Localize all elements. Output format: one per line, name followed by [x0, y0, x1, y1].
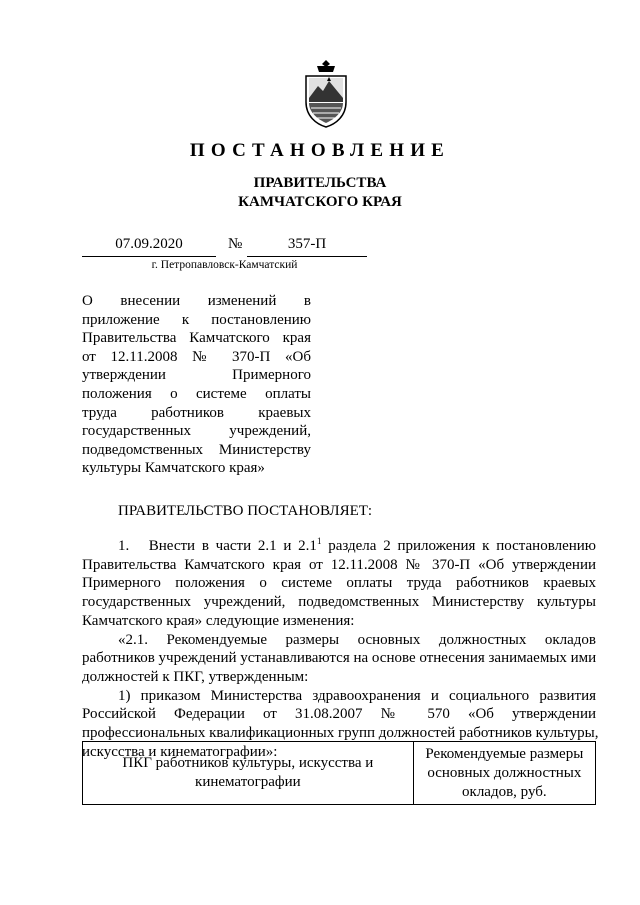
- body-line: профессиональных квалификационных групп должностей работников культуры,: [82, 725, 599, 742]
- body-line: Российской Федерации от 31.08.2007 № 570 «Об утверждении: [82, 706, 596, 723]
- table-header-row: [83, 742, 596, 805]
- subject-line: Правительства Камчатского края: [82, 330, 311, 347]
- item-number: 1.: [118, 538, 130, 554]
- table-header-pkg: ПКГ работников культуры, искусства и кинематографии: [83, 742, 414, 805]
- number-underline: [247, 256, 367, 257]
- body-line: государственных учреждений, подведомственных Министерству культуры: [82, 594, 596, 611]
- subject-line: положения о системе оплаты: [82, 385, 311, 402]
- authority-line-2: КАМЧАТСКОГО КРАЯ: [238, 194, 402, 210]
- body-line: искусства и кинематографии»:: [82, 743, 278, 760]
- document-date: 07.09.2020: [115, 236, 183, 252]
- subject-line: культуры Камчатского края»: [82, 460, 265, 477]
- item-1-first-line: [82, 537, 596, 556]
- issuing-authority: [0, 174, 640, 212]
- document-number: 357-П: [287, 236, 327, 252]
- date-underline: [82, 256, 216, 257]
- authority-line-1: ПРАВИТЕЛЬСТВА: [253, 175, 387, 191]
- item-1-text-a: Внести в части 2.1 и 2.1: [148, 538, 317, 554]
- number-sign: №: [228, 236, 243, 252]
- subject-line: от 12.11.2008 № 370-П «Об: [82, 348, 311, 365]
- table-header-salary: Рекомендуемые размеры основных должностных окладов, руб.: [413, 742, 595, 805]
- subject-line: О внесении изменений в: [82, 293, 311, 309]
- document-title: ПОСТАНОВЛЕНИЕ: [189, 140, 451, 161]
- body-line: должностей к ПКГ, утвержденным:: [82, 668, 309, 685]
- document-body: [82, 536, 599, 761]
- body-line: «2.1. Рекомендуемые размеры основных должностных окладов: [118, 631, 596, 648]
- subject-line: труда работников краевых: [82, 404, 311, 421]
- coat-of-arms-icon: [303, 58, 349, 128]
- body-line: Примерного положения о системе оплаты труда работников краевых: [82, 575, 596, 592]
- salary-table: [82, 741, 596, 805]
- document-subject: [82, 292, 311, 478]
- body-line: Камчатского края» следующие изменения:: [82, 612, 355, 629]
- subject-line: приложение к постановлению: [82, 311, 311, 328]
- body-line: Правительства Камчатского края от 12.11.2008 № 370-П «Об утверждении: [82, 556, 596, 573]
- item-1-text-b: раздела 2 приложения к постановлению: [321, 538, 596, 554]
- city: г. Петропавловск-Камчатский: [151, 259, 298, 271]
- item-1-superscript: 1: [316, 536, 322, 546]
- body-line: работников учреждений устанавливаются на основе отнесения занимаемых ими: [82, 650, 597, 667]
- body-line: 1) приказом Министерства здравоохранения и социального развития: [118, 687, 596, 704]
- subject-line: утверждении Примерного: [82, 367, 311, 384]
- subject-line: подведомственных Министерству: [82, 441, 311, 458]
- subject-line: государственных учреждений,: [82, 423, 311, 440]
- resolution-heading: ПРАВИТЕЛЬСТВО ПОСТАНОВЛЯЕТ:: [118, 503, 373, 519]
